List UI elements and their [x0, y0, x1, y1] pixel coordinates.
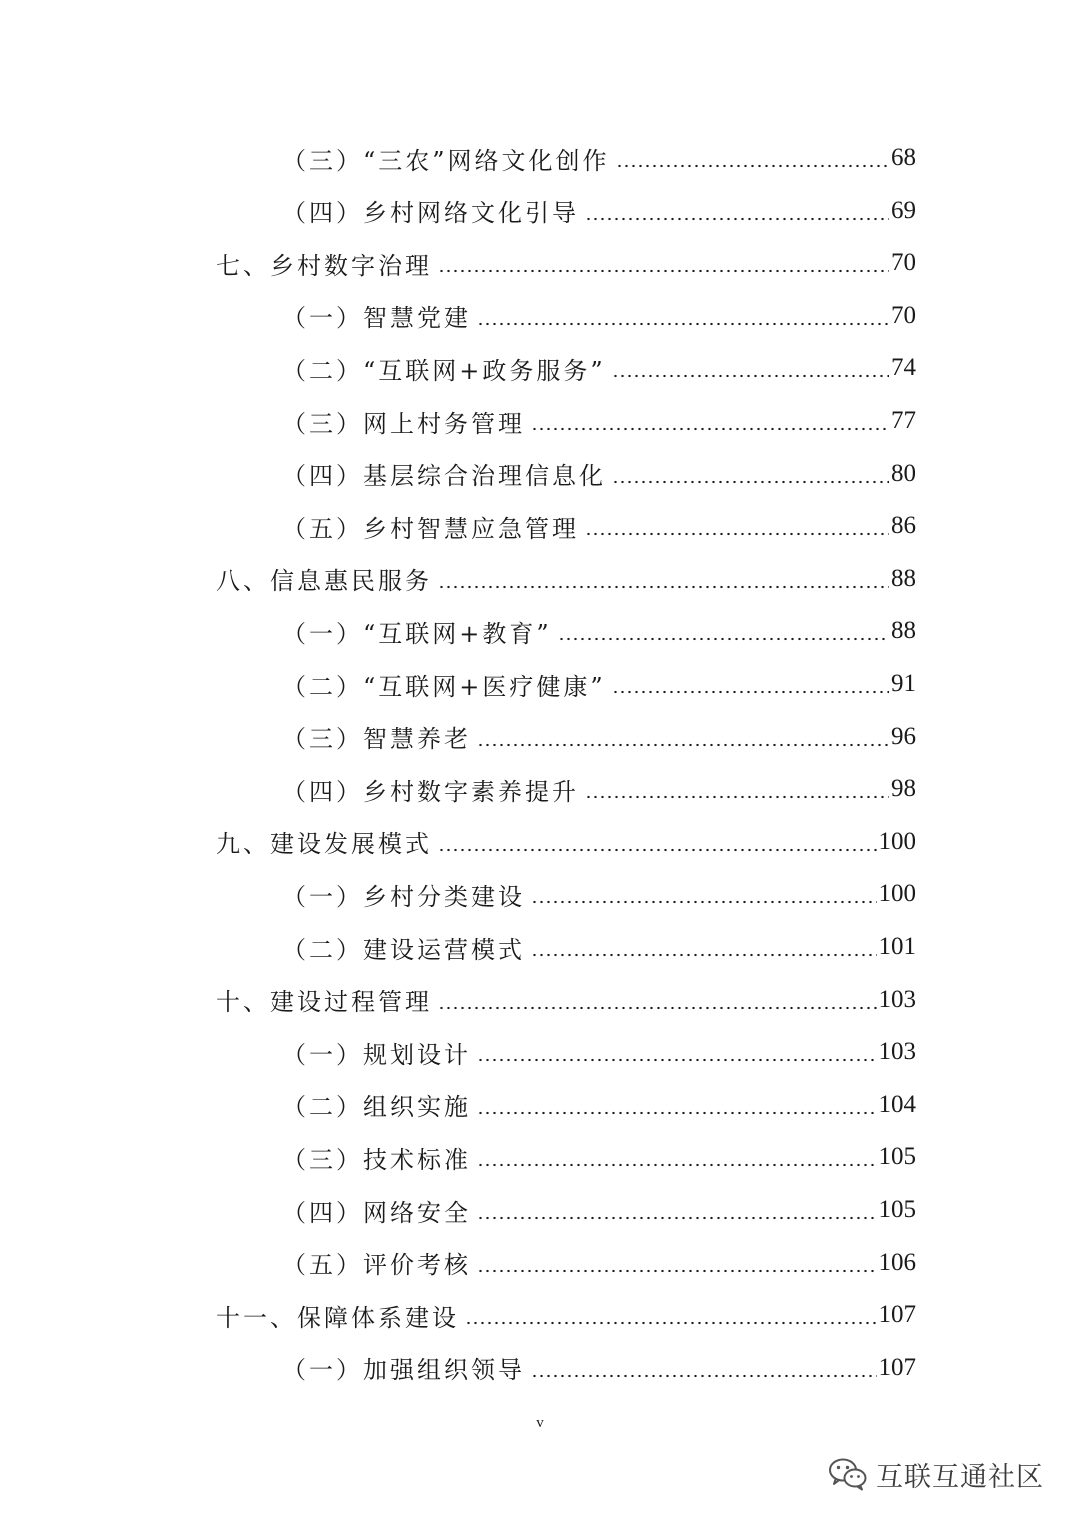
- wechat-icon: [828, 1457, 868, 1491]
- toc-entry-title: （五）乡村智慧应急管理: [282, 514, 579, 543]
- toc-entry-page-number: 69: [891, 196, 916, 224]
- toc-entry[interactable]: [282, 454, 916, 494]
- toc-entry[interactable]: [282, 296, 916, 336]
- dot-leader: [438, 1005, 877, 1011]
- toc-entry-page-number: 103: [878, 1038, 916, 1066]
- page-number: v: [536, 1415, 544, 1431]
- toc-entry[interactable]: [282, 927, 916, 967]
- toc-entry-title: （一）“互联网+教育”: [282, 619, 552, 648]
- dot-leader: [531, 899, 877, 905]
- toc-entry-title: 十、建设过程管理: [216, 988, 432, 1017]
- toc-entry-title: （四）乡村网络文化引导: [282, 199, 579, 228]
- dot-leader: [438, 847, 877, 853]
- toc-entry[interactable]: [282, 401, 916, 441]
- toc-entry-page-number: 104: [878, 1090, 916, 1118]
- dot-leader: [612, 479, 889, 485]
- toc-entry-page-number: 70: [891, 301, 916, 329]
- dot-leader: [616, 163, 889, 169]
- watermark: [828, 1452, 1044, 1496]
- toc-entry[interactable]: [282, 348, 916, 388]
- dot-leader: [612, 373, 889, 379]
- toc-entry-title: （四）乡村数字素养提升: [282, 777, 579, 806]
- toc-entry[interactable]: [282, 717, 916, 757]
- dot-leader: [585, 216, 889, 222]
- toc-entry-title: （三）“三农”网络文化创作: [282, 146, 610, 175]
- toc-entry-page-number: 107: [878, 1353, 916, 1381]
- dot-leader: [531, 952, 877, 958]
- toc-entry-title: （三）智慧养老: [282, 725, 471, 754]
- toc-entry-page-number: 100: [878, 827, 916, 855]
- toc-entry-page-number: 68: [891, 144, 916, 171]
- toc-entry-page-number: 105: [878, 1143, 916, 1171]
- toc-entry-title: （一）加强组织领导: [282, 1356, 525, 1385]
- dot-leader: [612, 689, 889, 695]
- dot-leader: [477, 1268, 877, 1274]
- dot-leader: [438, 268, 889, 274]
- toc-entry-page-number: 86: [891, 512, 916, 540]
- toc-entry-page-number: 77: [891, 407, 916, 434]
- toc-entry-title: （二）“互联网+政务服务”: [282, 356, 606, 385]
- dot-leader: [477, 1110, 877, 1116]
- dot-leader: [438, 584, 889, 590]
- toc-entry[interactable]: [282, 506, 916, 546]
- toc-entry[interactable]: [282, 138, 916, 178]
- toc-entry[interactable]: [282, 1085, 916, 1125]
- toc-entry[interactable]: [282, 1032, 916, 1072]
- dot-leader: [465, 1320, 877, 1326]
- toc-entry-page-number: 80: [891, 459, 916, 487]
- toc-entry-title: （一）规划设计: [282, 1040, 471, 1069]
- toc-entry-page-number: 70: [891, 249, 916, 277]
- toc-entry[interactable]: [282, 1190, 916, 1230]
- toc-entry[interactable]: [282, 191, 916, 231]
- dot-leader: [477, 321, 889, 327]
- toc-entry-title: 十一、保障体系建设: [216, 1303, 459, 1332]
- watermark-text: 互联互通社区: [876, 1461, 1044, 1493]
- toc-entry-page-number: 101: [878, 933, 916, 960]
- toc-entry-page-number: 88: [891, 617, 916, 645]
- toc-entry[interactable]: [216, 559, 916, 599]
- dot-leader: [477, 1057, 877, 1063]
- toc-entry-page-number: 88: [891, 564, 916, 592]
- toc-entry[interactable]: [216, 980, 916, 1020]
- toc-entry-title: 九、建设发展模式: [216, 830, 432, 859]
- toc-entry[interactable]: [282, 664, 916, 704]
- dot-leader: [477, 742, 889, 748]
- toc-entry-page-number: 107: [878, 1301, 916, 1329]
- dot-leader: [558, 636, 889, 642]
- toc-entry-title: 八、信息惠民服务: [216, 567, 432, 596]
- toc-entry-title: （四）基层综合治理信息化: [282, 462, 606, 491]
- toc-entry-title: （一）智慧党建: [282, 304, 471, 333]
- toc-entry-title: （二）建设运营模式: [282, 935, 525, 964]
- toc-entry-title: （四）网络安全: [282, 1198, 471, 1227]
- toc-entry[interactable]: [282, 1348, 916, 1388]
- toc-entry[interactable]: [282, 769, 916, 809]
- toc-entry[interactable]: [282, 874, 916, 914]
- dot-leader: [531, 426, 889, 432]
- toc-entry-page-number: 100: [878, 880, 916, 908]
- toc-entry-page-number: 96: [891, 722, 916, 750]
- toc-entry-page-number: 106: [878, 1248, 916, 1276]
- dot-leader: [585, 794, 889, 800]
- toc-entry-page-number: 74: [891, 354, 916, 382]
- toc-entry-title: 七、乡村数字治理: [216, 251, 432, 280]
- toc-entry[interactable]: [216, 243, 916, 283]
- toc-entry-page-number: 98: [891, 775, 916, 803]
- toc-entry-title: （三）技术标准: [282, 1145, 471, 1174]
- dot-leader: [531, 1373, 877, 1379]
- toc-entry-title: （二）组织实施: [282, 1093, 471, 1122]
- toc-entry-page-number: 105: [878, 1196, 916, 1223]
- toc-entry-title: （三）网上村务管理: [282, 409, 525, 438]
- toc-entry-title: （五）评价考核: [282, 1251, 471, 1280]
- dot-leader: [477, 1215, 877, 1221]
- toc-entry-title: （一）乡村分类建设: [282, 882, 525, 911]
- dot-leader: [477, 1162, 877, 1168]
- toc-entry[interactable]: [282, 1243, 916, 1283]
- toc-entry-page-number: 103: [878, 985, 916, 1013]
- dot-leader: [585, 531, 889, 537]
- toc-entry[interactable]: [282, 1137, 916, 1177]
- toc-entry-title: （二）“互联网+医疗健康”: [282, 672, 606, 701]
- toc-entry[interactable]: [216, 1295, 916, 1335]
- toc-entry[interactable]: [282, 611, 916, 651]
- toc-entry-page-number: 91: [891, 670, 916, 697]
- toc-entry[interactable]: [216, 822, 916, 862]
